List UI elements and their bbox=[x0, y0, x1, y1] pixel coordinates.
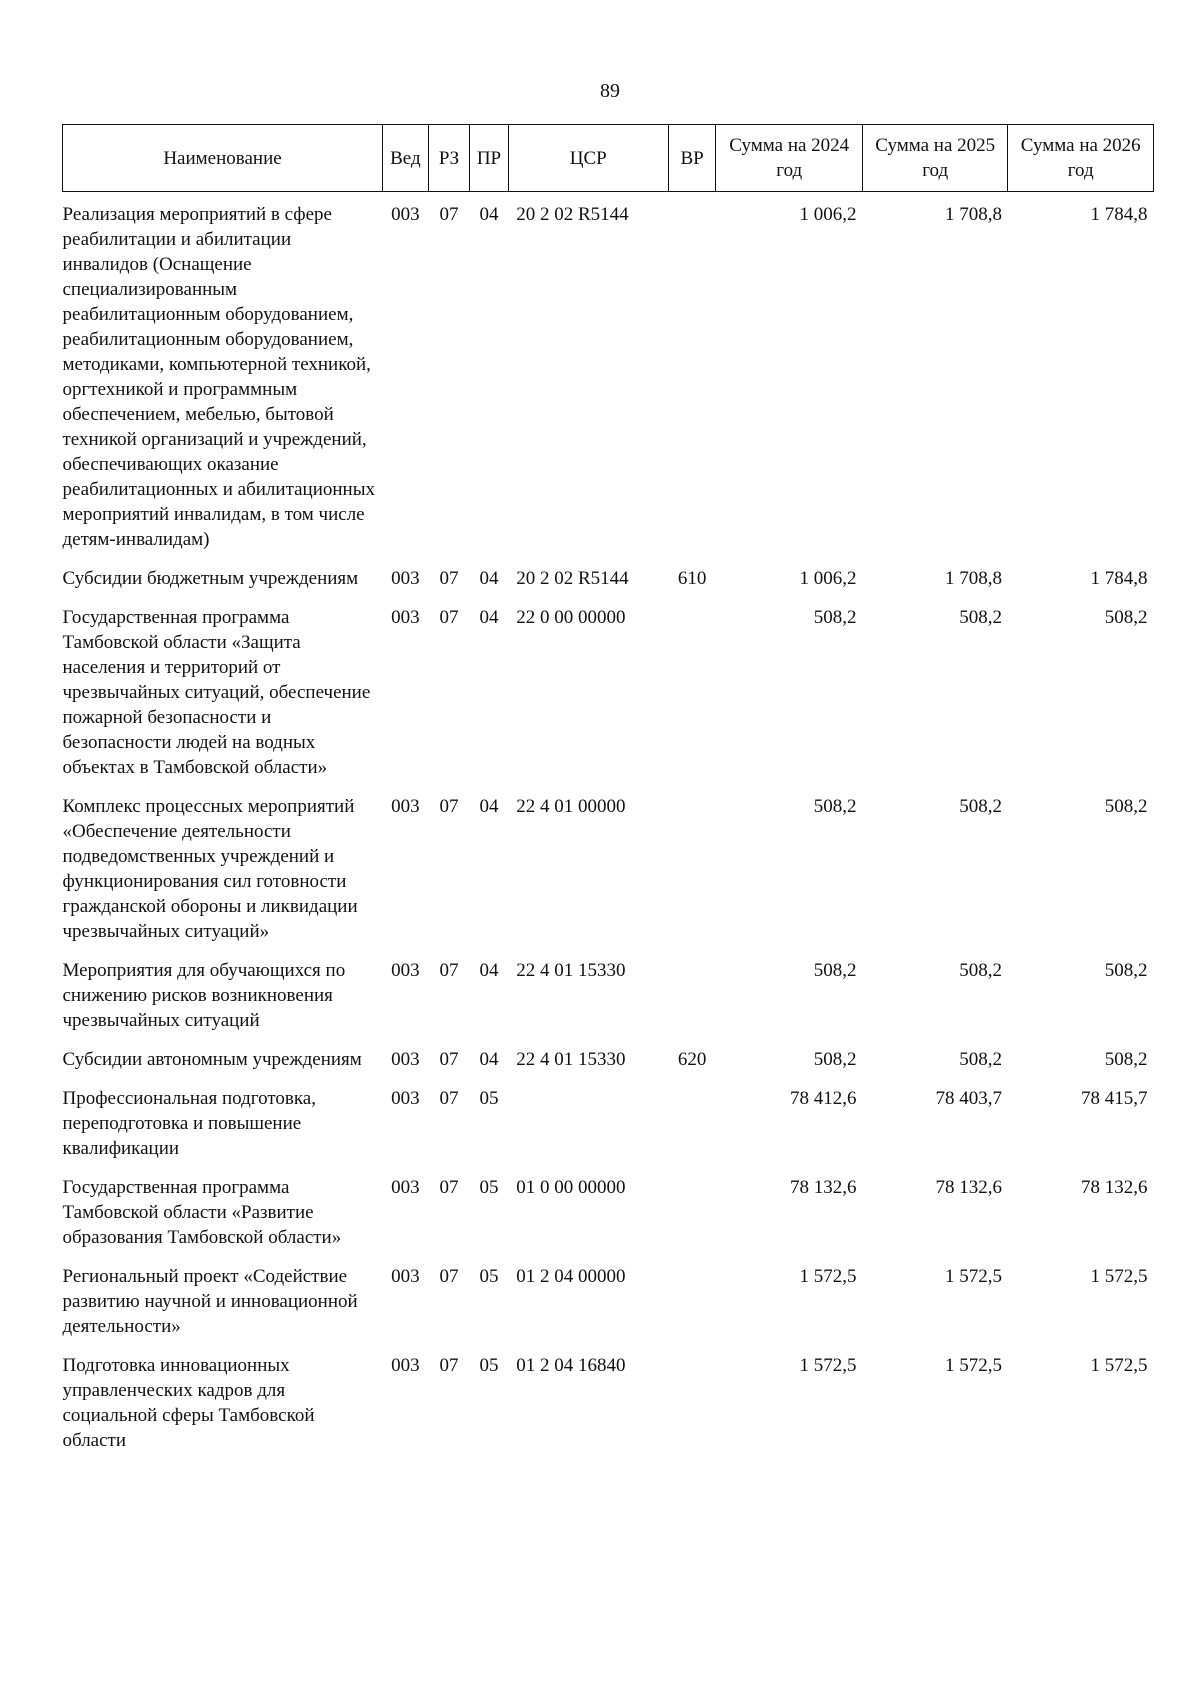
cell-ved: 003 bbox=[391, 1355, 420, 1376]
cell-vr bbox=[668, 788, 716, 952]
cell-csr: 22 4 01 00000 bbox=[516, 796, 626, 817]
cell-sum-2024: 508,2 bbox=[813, 960, 857, 981]
table-row bbox=[63, 788, 1154, 952]
cell-sum-2024: 1 572,5 bbox=[799, 1266, 857, 1287]
cell-sum-2025: 508,2 bbox=[959, 796, 1002, 817]
cell-sum-2026: 1 572,5 bbox=[1090, 1266, 1148, 1287]
cell-ved: 003 bbox=[391, 204, 420, 225]
cell-rz: 07 bbox=[439, 796, 459, 817]
cell-name: Профессиональная подготовка, переподготовка и повышение квалификации bbox=[62, 1088, 316, 1159]
cell-sum-2026: 1 784,8 bbox=[1090, 568, 1148, 589]
cell-ved: 003 bbox=[391, 1088, 420, 1109]
cell-name: Реализация мероприятий в сфере реабилитации и абилитации инвалидов (Оснащение специализированным реабилитационным оборудованием, реабилитационным оборудованием, методиками, компьютерной техникой, оргтехникой и программным обеспечением, мебелью, бытовой техникой организаций и учреждений, обеспечивающих оказание реабилитационных и абилитационных мероприятий инвалидам, в том числе детям-инвалидам) bbox=[62, 204, 375, 550]
cell-pr: 04 bbox=[479, 960, 499, 981]
cell-sum-2025: 78 403,7 bbox=[935, 1088, 1002, 1109]
cell-csr bbox=[508, 1080, 668, 1169]
cell-sum-2024: 1 006,2 bbox=[799, 204, 857, 225]
cell-sum-2025: 508,2 bbox=[959, 607, 1002, 628]
cell-ved: 003 bbox=[391, 1266, 420, 1287]
cell-pr: 04 bbox=[479, 568, 499, 589]
page-number: 89 bbox=[600, 80, 620, 102]
budget-table bbox=[62, 124, 1154, 1461]
cell-rz: 07 bbox=[439, 1088, 459, 1109]
cell-name: Государственная программа Тамбовской области «Защита населения и территорий от чрезвычайных ситуаций, обеспечение пожарной безопасности и безопасности людей на водных объектах в Тамбовской области» bbox=[62, 607, 371, 778]
cell-sum-2025: 78 132,6 bbox=[935, 1177, 1002, 1198]
cell-vr bbox=[668, 1347, 716, 1461]
cell-pr: 04 bbox=[479, 607, 499, 628]
cell-sum-2026: 78 132,6 bbox=[1081, 1177, 1148, 1198]
cell-sum-2026: 508,2 bbox=[1104, 607, 1148, 628]
cell-ved: 003 bbox=[391, 607, 420, 628]
header-pr: ПР bbox=[470, 125, 508, 192]
cell-sum-2025: 1 572,5 bbox=[944, 1355, 1002, 1376]
cell-sum-2026: 78 415,7 bbox=[1081, 1088, 1148, 1109]
cell-rz: 07 bbox=[439, 204, 459, 225]
cell-csr: 01 2 04 00000 bbox=[516, 1266, 626, 1287]
cell-vr bbox=[668, 192, 716, 561]
cell-ved: 003 bbox=[391, 1177, 420, 1198]
table-row bbox=[63, 560, 1154, 599]
header-sum-2026: Сумма на 2026 год bbox=[1008, 125, 1154, 192]
cell-rz: 07 bbox=[439, 1177, 459, 1198]
cell-sum-2026: 508,2 bbox=[1104, 1049, 1148, 1070]
cell-rz: 07 bbox=[439, 960, 459, 981]
cell-ved: 003 bbox=[391, 1049, 420, 1070]
cell-csr: 22 4 01 15330 bbox=[516, 960, 626, 981]
cell-rz: 07 bbox=[439, 1266, 459, 1287]
cell-vr: 610 bbox=[677, 568, 707, 589]
cell-name: Субсидии автономным учреждениям bbox=[62, 1049, 362, 1070]
table-header-row bbox=[63, 125, 1154, 192]
cell-sum-2025: 1 708,8 bbox=[944, 568, 1002, 589]
cell-pr: 04 bbox=[479, 1049, 499, 1070]
cell-sum-2026: 1 572,5 bbox=[1090, 1355, 1148, 1376]
cell-pr: 05 bbox=[479, 1177, 499, 1198]
cell-rz: 07 bbox=[439, 1049, 459, 1070]
table-row bbox=[63, 599, 1154, 788]
cell-csr: 01 0 00 00000 bbox=[516, 1177, 626, 1198]
cell-sum-2025: 1 572,5 bbox=[944, 1266, 1002, 1287]
header-ved: Вед bbox=[383, 125, 429, 192]
cell-vr: 620 bbox=[677, 1049, 707, 1070]
cell-vr bbox=[668, 952, 716, 1041]
cell-sum-2024: 508,2 bbox=[813, 796, 857, 817]
header-name: Наименование bbox=[63, 125, 383, 192]
cell-name: Региональный проект «Содействие развитию научной и инновационной деятельности» bbox=[62, 1266, 358, 1337]
cell-name: Подготовка инновационных управленческих кадров для социальной сферы Тамбовской области bbox=[62, 1355, 315, 1451]
cell-sum-2024: 78 412,6 bbox=[789, 1088, 857, 1109]
cell-sum-2025: 508,2 bbox=[959, 1049, 1002, 1070]
cell-ved: 003 bbox=[391, 960, 420, 981]
table-row bbox=[63, 1258, 1154, 1347]
cell-csr: 20 2 02 R5144 bbox=[516, 204, 629, 225]
cell-sum-2024: 508,2 bbox=[813, 607, 857, 628]
cell-ved: 003 bbox=[391, 796, 420, 817]
cell-sum-2026: 1 784,8 bbox=[1090, 204, 1148, 225]
cell-name: Мероприятия для обучающихся по снижению рисков возникновения чрезвычайных ситуаций bbox=[62, 960, 346, 1031]
cell-vr bbox=[668, 599, 716, 788]
cell-vr bbox=[668, 1080, 716, 1169]
cell-pr: 05 bbox=[479, 1355, 499, 1376]
header-rz: РЗ bbox=[428, 125, 470, 192]
table-row bbox=[63, 1041, 1154, 1080]
table-row bbox=[63, 192, 1154, 561]
cell-sum-2025: 1 708,8 bbox=[944, 204, 1002, 225]
cell-rz: 07 bbox=[439, 1355, 459, 1376]
table-row bbox=[63, 1169, 1154, 1258]
cell-rz: 07 bbox=[439, 607, 459, 628]
cell-sum-2024: 1 006,2 bbox=[799, 568, 857, 589]
cell-csr: 22 4 01 15330 bbox=[516, 1049, 626, 1070]
cell-csr: 01 2 04 16840 bbox=[516, 1355, 626, 1376]
cell-name: Субсидии бюджетным учреждениям bbox=[62, 568, 359, 589]
header-vr: ВР bbox=[668, 125, 716, 192]
cell-sum-2024: 1 572,5 bbox=[799, 1355, 857, 1376]
cell-rz: 07 bbox=[439, 568, 459, 589]
cell-pr: 05 bbox=[479, 1266, 499, 1287]
cell-sum-2024: 508,2 bbox=[813, 1049, 857, 1070]
cell-name: Комплекс процессных мероприятий «Обеспечение деятельности подведомственных учреждений и функционирования сил готовности гражданской обороны и ликвидации чрезвычайных ситуаций» bbox=[62, 796, 358, 942]
header-csr: ЦСР bbox=[508, 125, 668, 192]
header-sum-2024: Сумма на 2024 год bbox=[716, 125, 863, 192]
cell-csr: 20 2 02 R5144 bbox=[516, 568, 629, 589]
table-row bbox=[63, 952, 1154, 1041]
cell-pr: 04 bbox=[479, 796, 499, 817]
cell-sum-2026: 508,2 bbox=[1104, 960, 1148, 981]
cell-ved: 003 bbox=[391, 568, 420, 589]
cell-pr: 04 bbox=[479, 204, 499, 225]
cell-name: Государственная программа Тамбовской области «Развитие образования Тамбовской области» bbox=[62, 1177, 342, 1248]
cell-vr bbox=[668, 1258, 716, 1347]
header-sum-2025: Сумма на 2025 год bbox=[862, 125, 1007, 192]
cell-vr bbox=[668, 1169, 716, 1258]
cell-sum-2025: 508,2 bbox=[959, 960, 1002, 981]
table-row bbox=[63, 1347, 1154, 1461]
cell-sum-2026: 508,2 bbox=[1104, 796, 1148, 817]
cell-pr: 05 bbox=[479, 1088, 499, 1109]
cell-sum-2024: 78 132,6 bbox=[789, 1177, 857, 1198]
cell-csr: 22 0 00 00000 bbox=[516, 607, 626, 628]
table-row bbox=[63, 1080, 1154, 1169]
